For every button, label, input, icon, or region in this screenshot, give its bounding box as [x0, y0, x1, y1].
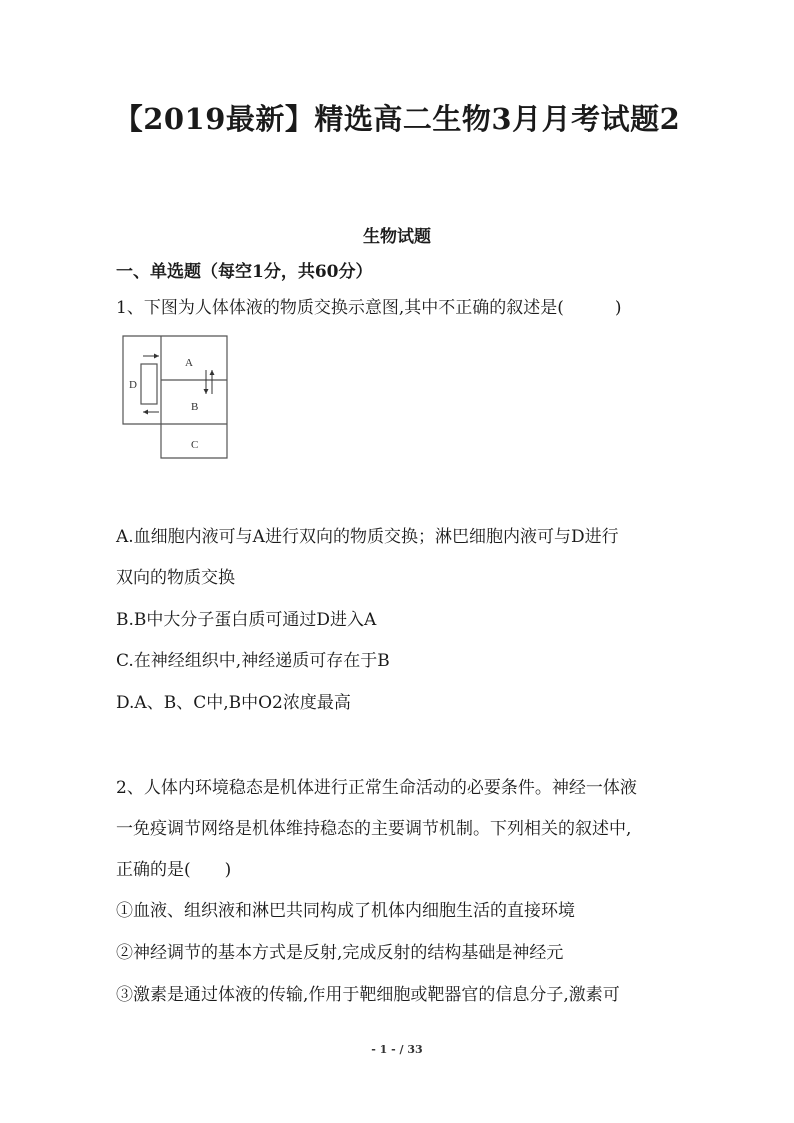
- diagram-background: [115, 328, 233, 472]
- label-d: D: [129, 379, 137, 391]
- document-title: 【2019最新】精选高二生物3月月考试题2: [113, 102, 681, 136]
- exam-subtitle: 生物试题: [363, 227, 431, 247]
- q1-option-b: B.B中大分子蛋白质可通过D进入A: [116, 610, 377, 630]
- q1-option-a: A.血细胞内液可与A进行双向的物质交换；淋巴细胞内液可与D进行: [116, 527, 619, 547]
- label-a: A: [185, 357, 193, 369]
- q1-option-d: D.A、B、C中,B中O2浓度最高: [116, 693, 351, 713]
- label-b: B: [191, 401, 199, 413]
- q1-option-c: C.在神经组织中,神经递质可存在于B: [116, 651, 390, 671]
- question-2-stem-line-2: 一免疫调节网络是机体维持稳态的主要调节机制。下列相关的叙述中,: [116, 819, 632, 839]
- section-heading: 一、单选题（每空1分，共60分）: [116, 262, 373, 282]
- diagram-svg: [115, 328, 233, 472]
- q2-statement-1: ①血液、组织液和淋巴共同构成了机体内细胞生活的直接环境: [116, 901, 575, 921]
- label-c: C: [191, 439, 199, 451]
- body-fluid-exchange-diagram: [115, 328, 233, 472]
- q2-statement-2: ②神经调节的基本方式是反射,完成反射的结构基础是神经元: [116, 943, 564, 963]
- q2-statement-3: ③激素是通过体液的传输,作用于靶细胞或靶器官的信息分子,激素可: [116, 985, 620, 1005]
- q1-option-a-continued: 双向的物质交换: [116, 568, 235, 588]
- question-2-stem-line-3: 正确的是( ): [116, 860, 232, 880]
- question-1-stem: 1、下图为人体体液的物质交换示意图,其中不正确的叙述是( ): [116, 298, 622, 318]
- page-number: - 1 - / 33: [371, 1043, 423, 1056]
- question-2-stem-line-1: 2、人体内环境稳态是机体进行正常生命活动的必要条件。神经一体液: [116, 778, 637, 798]
